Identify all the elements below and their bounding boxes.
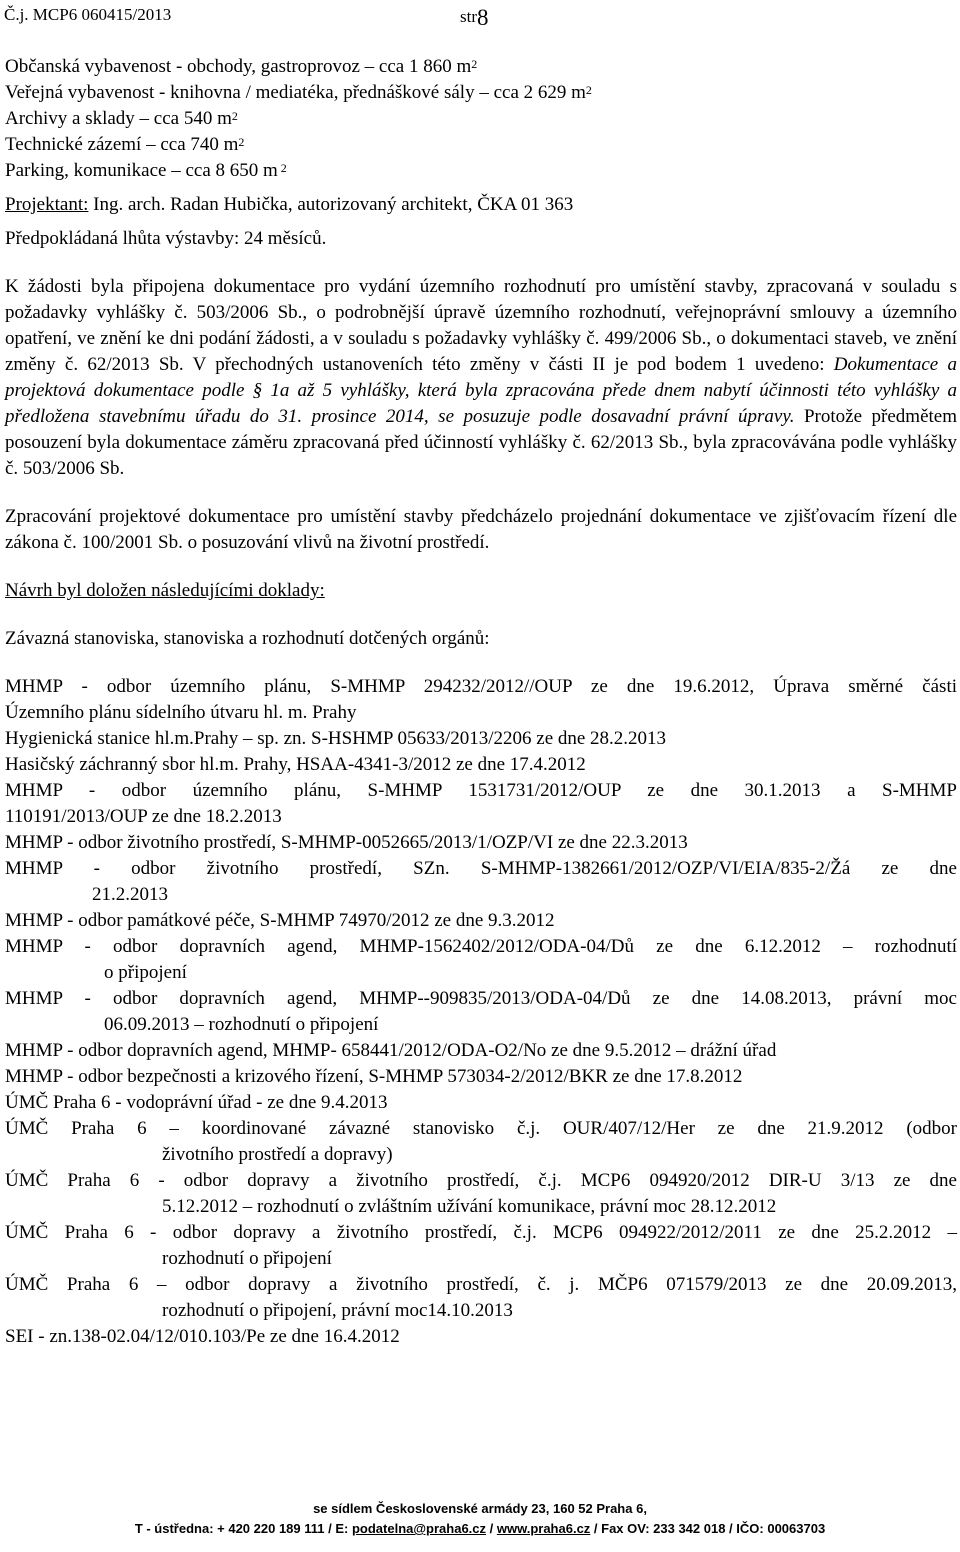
list-item xyxy=(5,986,957,1038)
list-item: MHMP - odbor památkové péče, S-MHMP 74970/2012 ze dne 9.3.2012 xyxy=(5,910,555,931)
web-link[interactable]: www.praha6.cz xyxy=(496,1521,591,1536)
list-item: ÚMČ Praha 6 - vodoprávní úřad - ze dne 9.4.2013 xyxy=(5,1092,388,1113)
page-prefix: str xyxy=(460,7,477,26)
area-text: Parking, komunikace – cca 8 650 m xyxy=(5,160,278,181)
area-line xyxy=(5,158,957,184)
list-item: SEI - zn.138-02.04/12/010.103/Pe ze dne 16.4.2012 xyxy=(5,1326,400,1347)
document-body xyxy=(5,54,957,1350)
documents-heading: Návrh byl doložen následujícími doklady: xyxy=(5,580,325,601)
item-text: ÚMČ Praha 6 – koordinované závazné stanovisko č.j. OUR/407/12/Her ze dne 21.9.2012 (odbor xyxy=(5,1118,957,1139)
area-exponent: 2 xyxy=(277,161,287,175)
list-item: MHMP - odbor životního prostředí, S-MHMP-0052665/2013/1/OZP/VI ze dne 22.3.2013 xyxy=(5,832,688,853)
item-text: MHMP - odbor územního plánu, S-MHMP 294232/2012//OUP ze dne 19.6.2012, Úprava směrné části xyxy=(5,676,957,697)
item-text: 21.2.2013 xyxy=(92,884,168,905)
email-link[interactable]: podatelna@praha6.cz xyxy=(351,1521,487,1536)
item-text: ÚMČ Praha 6 - odbor dopravy a životního prostředí, č.j. MCP6 094922/2012/2011 ze dne 25.2.2012 – xyxy=(5,1222,957,1243)
list-item: MHMP - odbor bezpečnosti a krizového řízení, S-MHMP 573034-2/2012/BKR ze dne 17.8.2012 xyxy=(5,1066,743,1087)
item-text: životního prostředí a dopravy) xyxy=(162,1144,393,1165)
page-header xyxy=(4,0,956,30)
opinions-heading: Závazná stanoviska, stanoviska a rozhodnutí dotčených orgánů: xyxy=(5,628,490,649)
designer-label: Projektant: xyxy=(5,194,89,215)
page-number xyxy=(460,2,489,30)
area-exponent: 2 xyxy=(471,57,478,71)
list-item xyxy=(5,1168,957,1220)
item-text: o připojení xyxy=(104,962,187,983)
item-text: 5.12.2012 – rozhodnutí o zvláštním užívání komunikace, právní moc 28.12.2012 xyxy=(162,1196,777,1217)
item-text: MHMP - odbor územního plánu, S-MHMP 1531731/2012/OUP ze dne 30.1.2013 a S-MHMP xyxy=(5,780,957,801)
area-text: Technické zázemí – cca 740 m xyxy=(5,134,239,155)
area-line xyxy=(5,132,957,158)
item-text: MHMP - odbor dopravních agend, MHMP--909835/2013/ODA-04/Dů ze dne 14.08.2013, právní moc xyxy=(5,988,957,1009)
item-text: 06.09.2013 – rozhodnutí o připojení xyxy=(104,1014,379,1035)
paragraph-text: Protože předmětem posouzení byla dokumentace záměru zpracovaná před účinností vyhlášky č. 62/2013 Sb., byla zpracovávána podle vyhlášky č. 503/2006 Sb. xyxy=(5,406,957,479)
list-item xyxy=(5,934,957,986)
item-text: ÚMČ Praha 6 – odbor dopravy a životního prostředí, č. j. MČP6 071579/2013 ze dne 20.09.2013, xyxy=(5,1274,957,1295)
area-text: Veřejná vybavenost - knihovna / mediatéka, přednáškové sály – cca 2 629 m xyxy=(5,82,586,103)
footer-text: / Fax OV: 233 342 018 / IČO: 00063703 xyxy=(590,1521,826,1536)
list-item xyxy=(5,1220,957,1272)
paragraph-text: K žádosti byla připojena dokumentace pro vydání územního rozhodnutí pro umístění stavby, zpracovaná v souladu s požadavky vyhlášky č. 503/2006 Sb., o podrobnější úpravě územního rozhodnutí, veřejnoprávní smlouvy a územního opatření, ve znění ke dni podání žádosti, a v souladu s požadavky vyhlášky č. 499/2006 Sb., o dokumentaci staveb, ve znění změny č. 62/2013 Sb. V přechodných ustanoveních této změny v části II je pod bodem 1 uvedeno: xyxy=(5,276,957,375)
item-text: 110191/2013/OUP ze dne 18.2.2013 xyxy=(5,806,282,827)
designer-value: Ing. arch. Radan Hubička, autorizovaný architekt, ČKA 01 363 xyxy=(88,194,574,215)
item-text: MHMP - odbor dopravních agend, MHMP-1562402/2012/ODA-04/Dů ze dne 6.12.2012 – rozhodnutí xyxy=(5,936,957,957)
item-text: rozhodnutí o připojení xyxy=(162,1248,332,1269)
footer-text: / xyxy=(486,1521,497,1536)
item-text: MHMP - odbor životního prostředí, SZn. S-MHMP-1382661/2012/OZP/VI/EIA/835-2/Žá ze dne xyxy=(5,858,957,879)
item-text: rozhodnutí o připojení, právní moc14.10.2013 xyxy=(162,1300,513,1321)
eia-paragraph: Zpracování projektové dokumentace pro umístění stavby předcházelo projednání dokumentace ve zjišťovacím řízení dle zákona č. 100/2001 Sb. o posuzování vlivů na životní prostředí. xyxy=(5,506,957,553)
area-line xyxy=(5,54,957,80)
list-item xyxy=(5,674,957,726)
footer-address: se sídlem Československé armády 23, 160 52 Praha 6, xyxy=(313,1501,647,1516)
list-item xyxy=(5,778,957,830)
area-exponent: 2 xyxy=(231,109,238,123)
area-line xyxy=(5,106,957,132)
construction-duration: Předpokládaná lhůta výstavby: 24 měsíců. xyxy=(5,228,327,249)
area-exponent: 2 xyxy=(585,83,592,97)
list-item xyxy=(5,1272,957,1324)
footer-text: T - ústředna: + 420 220 189 111 / E: xyxy=(134,1521,352,1536)
area-text: Archivy a sklady – cca 540 m xyxy=(5,108,232,129)
designer-line xyxy=(5,192,957,218)
quoted-provision: Dokumentace a projektová dokumentace podle § 1a až 5 vyhlášky, která byla zpracována přede dnem nabytí účinnosti této vyhlášky a předložena stavebnímu úřadu do 31. prosince 2014, se posuzuje podle dosavadní právní úpravy. xyxy=(5,354,957,427)
page-number-value: 8 xyxy=(477,5,489,30)
list-item: MHMP - odbor dopravních agend, MHMP- 658441/2012/ODA-O2/No ze dne 9.5.2012 – drážní úřad xyxy=(5,1040,777,1061)
area-text: Občanská vybavenost - obchody, gastroprovoz – cca 1 860 m xyxy=(5,56,472,77)
item-text: Územního plánu sídelního útvaru hl. m. Prahy xyxy=(5,702,357,723)
list-item xyxy=(5,856,957,908)
list-item: Hasičský záchranný sbor hl.m. Prahy, HSAA-4341-3/2012 ze dne 17.4.2012 xyxy=(5,754,586,775)
list-item xyxy=(5,1116,957,1168)
reference-number: Č.j. MCP6 060415/2013 xyxy=(4,5,172,24)
footer-contacts xyxy=(0,1520,960,1537)
list-item: Hygienická stanice hl.m.Prahy – sp. zn. S-HSHMP 05633/2013/2206 ze dne 28.2.2013 xyxy=(5,728,667,749)
item-text: ÚMČ Praha 6 - odbor dopravy a životního prostředí, č.j. MCP6 094920/2012 DIR-U 3/13 ze dne xyxy=(5,1170,957,1191)
application-paragraph xyxy=(5,274,957,482)
area-exponent: 2 xyxy=(238,135,245,149)
area-line xyxy=(5,80,957,106)
